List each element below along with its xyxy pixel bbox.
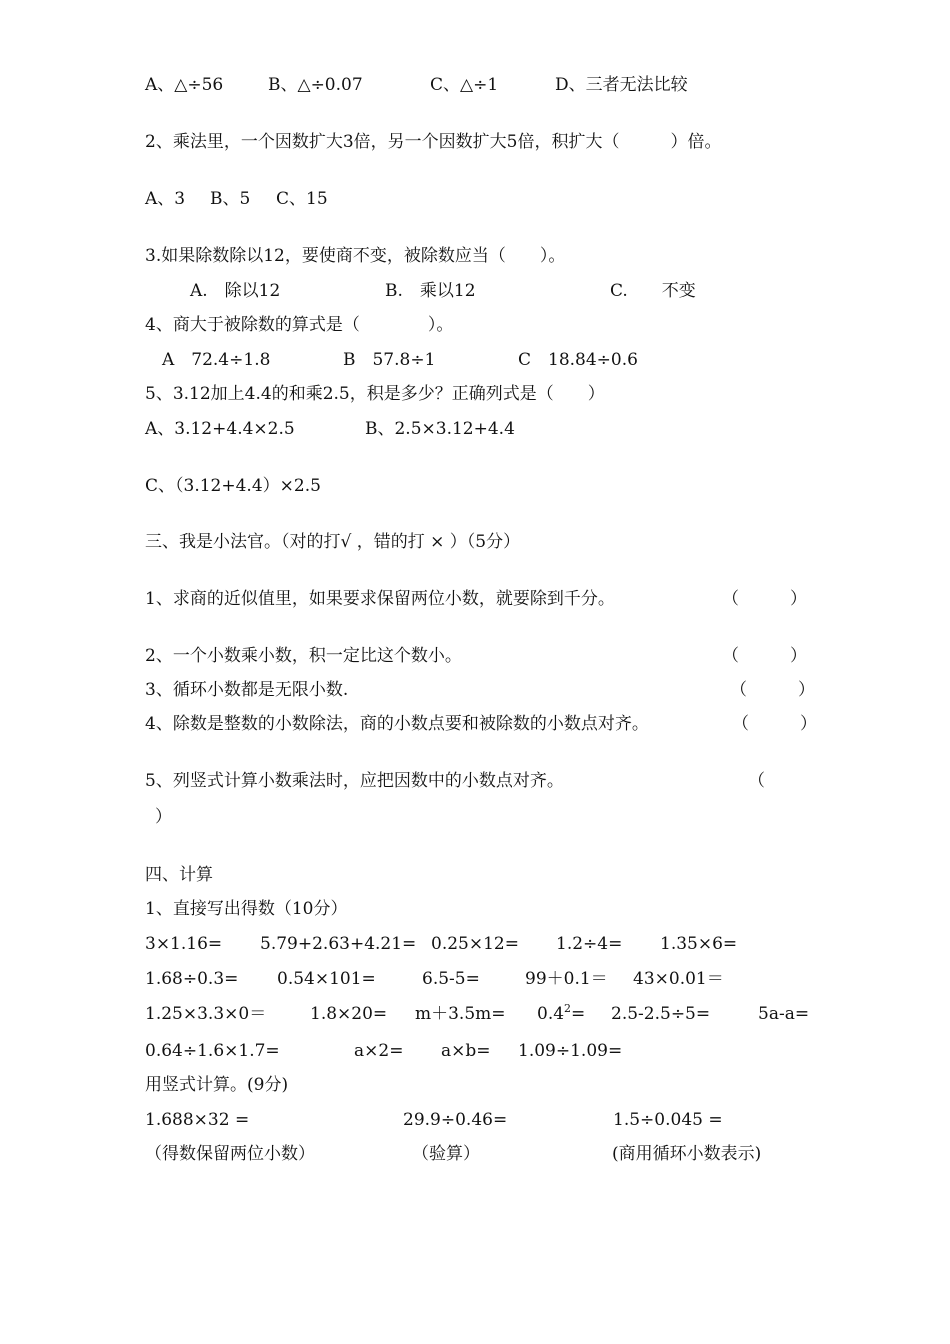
q1-option-a: A、△÷56 [145, 75, 224, 95]
q3-option-c: C. 不变 [610, 281, 696, 301]
calc-r4-4: 1.09÷1.09= [518, 1041, 623, 1061]
calc-r1-4: 1.2÷4= [556, 934, 623, 954]
q5-stem: 5、3.12加上4.4的和乘2.5，积是多少？正确列式是（ ） [145, 384, 605, 404]
calc-r3-4 [537, 1003, 585, 1027]
section4-sub1: 1、直接写出得数（10分） [145, 899, 348, 919]
calc-r4-2: a×2= [354, 1041, 404, 1061]
q2-option-c: C、15 [276, 189, 328, 209]
q2-option-a: A、3 [145, 189, 186, 209]
q1-option-b: B、△÷0.07 [268, 75, 363, 95]
q4-option-b: B 57.8÷1 [343, 350, 436, 370]
judge-blank-5-open[interactable]: （ [748, 771, 765, 791]
calc-r3-6: 5a-a= [758, 1004, 810, 1024]
judge-blank-1[interactable]: （ ） [722, 589, 807, 609]
q3-stem: 3.如果除数除以12，要使商不变，被除数应当（ ）。 [145, 246, 566, 266]
q2-option-b: B、5 [210, 189, 251, 209]
calc-r3-3: m＋3.5m= [415, 1004, 506, 1024]
calc-r3-2: 1.8×20= [310, 1004, 388, 1024]
calc-r1-1: 3×1.16= [145, 934, 223, 954]
calc-r2-3: 6.5-5= [422, 969, 480, 989]
q4-stem: 4、商大于被除数的算式是（ ）。 [145, 315, 454, 335]
calc-r3-4-base: 0.4 [537, 1004, 565, 1024]
q2-stem: 2、乘法里，一个因数扩大3倍，另一个因数扩大5倍，积扩大（ ）倍。 [145, 132, 722, 152]
calc-r2-2: 0.54×101= [277, 969, 376, 989]
calc-r3-1: 1.25×3.3×0＝ [145, 1004, 267, 1024]
calc-r1-2: 5.79+2.63+4.21= [260, 934, 417, 954]
q1-option-d: D、三者无法比较 [555, 75, 688, 95]
judge-item-3: 3、循环小数都是无限小数. [145, 680, 349, 700]
calc-r1-3: 0.25×12= [431, 934, 519, 954]
q4-option-a: A 72.4÷1.8 [162, 350, 271, 370]
section4-title: 四、计算 [145, 865, 213, 885]
judge-blank-2[interactable]: （ ） [722, 646, 807, 666]
calc-r4-3: a×b= [441, 1041, 491, 1061]
section4-sub2: 用竖式计算。(9分) [145, 1075, 289, 1095]
q5-option-b: B、2.5×3.12+4.4 [365, 419, 515, 439]
calc-r3-5: 2.5-2.5÷5= [611, 1004, 711, 1024]
judge-item-5: 5、列竖式计算小数乘法时，应把因数中的小数点对齐。 [145, 771, 564, 791]
calc-r1-5: 1.35×6= [660, 934, 738, 954]
vertical-note-1: （得数保留两位小数） [145, 1144, 315, 1164]
vertical-calc-2: 29.9÷0.46= [403, 1110, 508, 1130]
section3-title: 三、我是小法官。（对的打√ ，错的打 × ）（5分） [145, 532, 521, 552]
calc-r2-5: 43×0.01＝ [633, 969, 724, 989]
calc-r3-4-exponent: 2 [564, 1002, 572, 1015]
calc-r3-4-equals: = [571, 1004, 586, 1024]
q3-option-a: A. 除以12 [190, 281, 281, 301]
judge-item-4: 4、除数是整数的小数除法，商的小数点要和被除数的小数点对齐。 [145, 714, 649, 734]
judge-blank-5-close[interactable]: ） [155, 807, 172, 827]
vertical-calc-3: 1.5÷0.045 = [613, 1110, 723, 1130]
vertical-note-2: （验算） [412, 1144, 480, 1164]
calc-r2-1: 1.68÷0.3= [145, 969, 239, 989]
calc-r4-1: 0.64÷1.6×1.7= [145, 1041, 280, 1061]
judge-blank-3[interactable]: （ ） [730, 680, 815, 700]
calc-r2-4: 99＋0.1＝ [525, 969, 608, 989]
q5-option-c: C、（3.12+4.4）×2.5 [145, 476, 321, 496]
q1-option-c: C、△÷1 [430, 75, 499, 95]
vertical-note-3: (商用循环小数表示) [612, 1144, 762, 1164]
vertical-calc-1: 1.688×32 = [145, 1110, 250, 1130]
judge-item-1: 1、求商的近似值里，如果要求保留两位小数，就要除到千分。 [145, 589, 615, 609]
q3-option-b: B. 乘以12 [385, 281, 476, 301]
judge-item-2: 2、一个小数乘小数，积一定比这个数小。 [145, 646, 462, 666]
judge-blank-4[interactable]: （ ） [732, 714, 817, 734]
q5-option-a: A、3.12+4.4×2.5 [145, 419, 295, 439]
q4-option-c: C 18.84÷0.6 [518, 350, 638, 370]
